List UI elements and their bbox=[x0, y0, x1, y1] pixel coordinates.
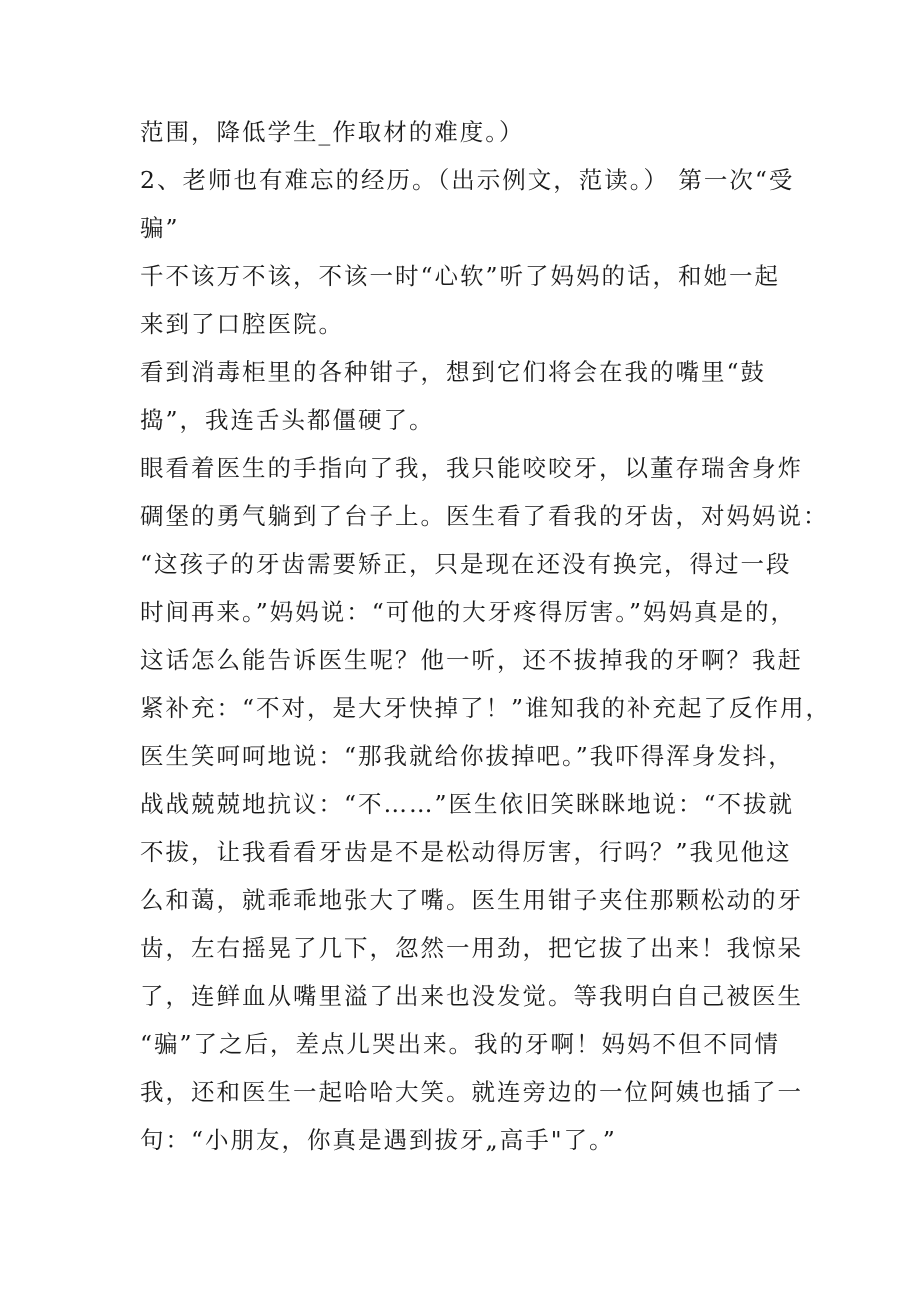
text-line-14: 医生笑呵呵地说：“那我就给你拔掉吧。”我吓得浑身发抖， bbox=[140, 742, 794, 770]
text-line-7: 捣”，我连舌头都僵硬了。 bbox=[140, 406, 435, 434]
text-line-20: “骗”了之后，差点儿哭出来。我的牙啊！妈妈不但不同情 bbox=[140, 1030, 781, 1058]
text-line-19: 了，连鲜血从嘴里溢了出来也没发觉。等我明白自己被医生 bbox=[140, 982, 803, 1010]
text-line-15: 战战兢兢地抗议：“不……”医生依旧笑眯眯地说：“不拔就 bbox=[140, 790, 795, 818]
document-body bbox=[140, 108, 832, 1164]
text-line-11: 时间再来。”妈妈说：“可他的大牙疼得厉害。”妈妈真是的， bbox=[140, 598, 797, 626]
text-line-22: 句：“小朋友，你真是遇到拔牙„高手"了。” bbox=[140, 1126, 617, 1154]
text-line-2: 2、老师也有难忘的经历。（出示例文，范读。） 第一次“受 bbox=[140, 166, 795, 194]
text-line-21: 我，还和医生一起哈哈大笑。就连旁边的一位阿姨也插了一 bbox=[140, 1078, 803, 1106]
text-line-12: 这话怎么能告诉医生呢？他一听，还不拔掉我的牙啊？我赶 bbox=[140, 646, 803, 674]
text-line-16: 不拔，让我看看牙齿是不是松动得厉害，行吗？”我见他这 bbox=[140, 838, 792, 866]
text-line-1: 范围，降低学生_作取材的难度。） bbox=[140, 118, 525, 146]
text-line-18: 齿，左右摇晃了几下，忽然一用劲，把它拔了出来！我惊呆 bbox=[140, 934, 803, 962]
text-line-13: 紧补充：“不对，是大牙快掉了！”谁知我的补充起了反作用， bbox=[140, 694, 832, 722]
text-line-5: 来到了口腔医院。 bbox=[140, 310, 344, 338]
text-line-9: 碉堡的勇气躺到了台子上。医生看了看我的牙齿，对妈妈说： bbox=[140, 502, 829, 530]
text-line-4: 千不该万不该，不该一时“心软”听了妈妈的话，和她一起 bbox=[140, 262, 781, 290]
text-line-8: 眼看着医生的手指向了我，我只能咬咬牙，以董存瑞舍身炸 bbox=[140, 454, 803, 482]
text-line-10: “这孩子的牙齿需要矫正，只是现在还没有换完，得过一段 bbox=[140, 550, 792, 578]
text-line-17: 么和蔼，就乖乖地张大了嘴。医生用钳子夹住那颗松动的牙 bbox=[140, 886, 803, 914]
text-line-3: 骗” bbox=[140, 214, 180, 242]
text-line-6: 看到消毒柜里的各种钳子，想到它们将会在我的嘴里“鼓 bbox=[140, 358, 767, 386]
